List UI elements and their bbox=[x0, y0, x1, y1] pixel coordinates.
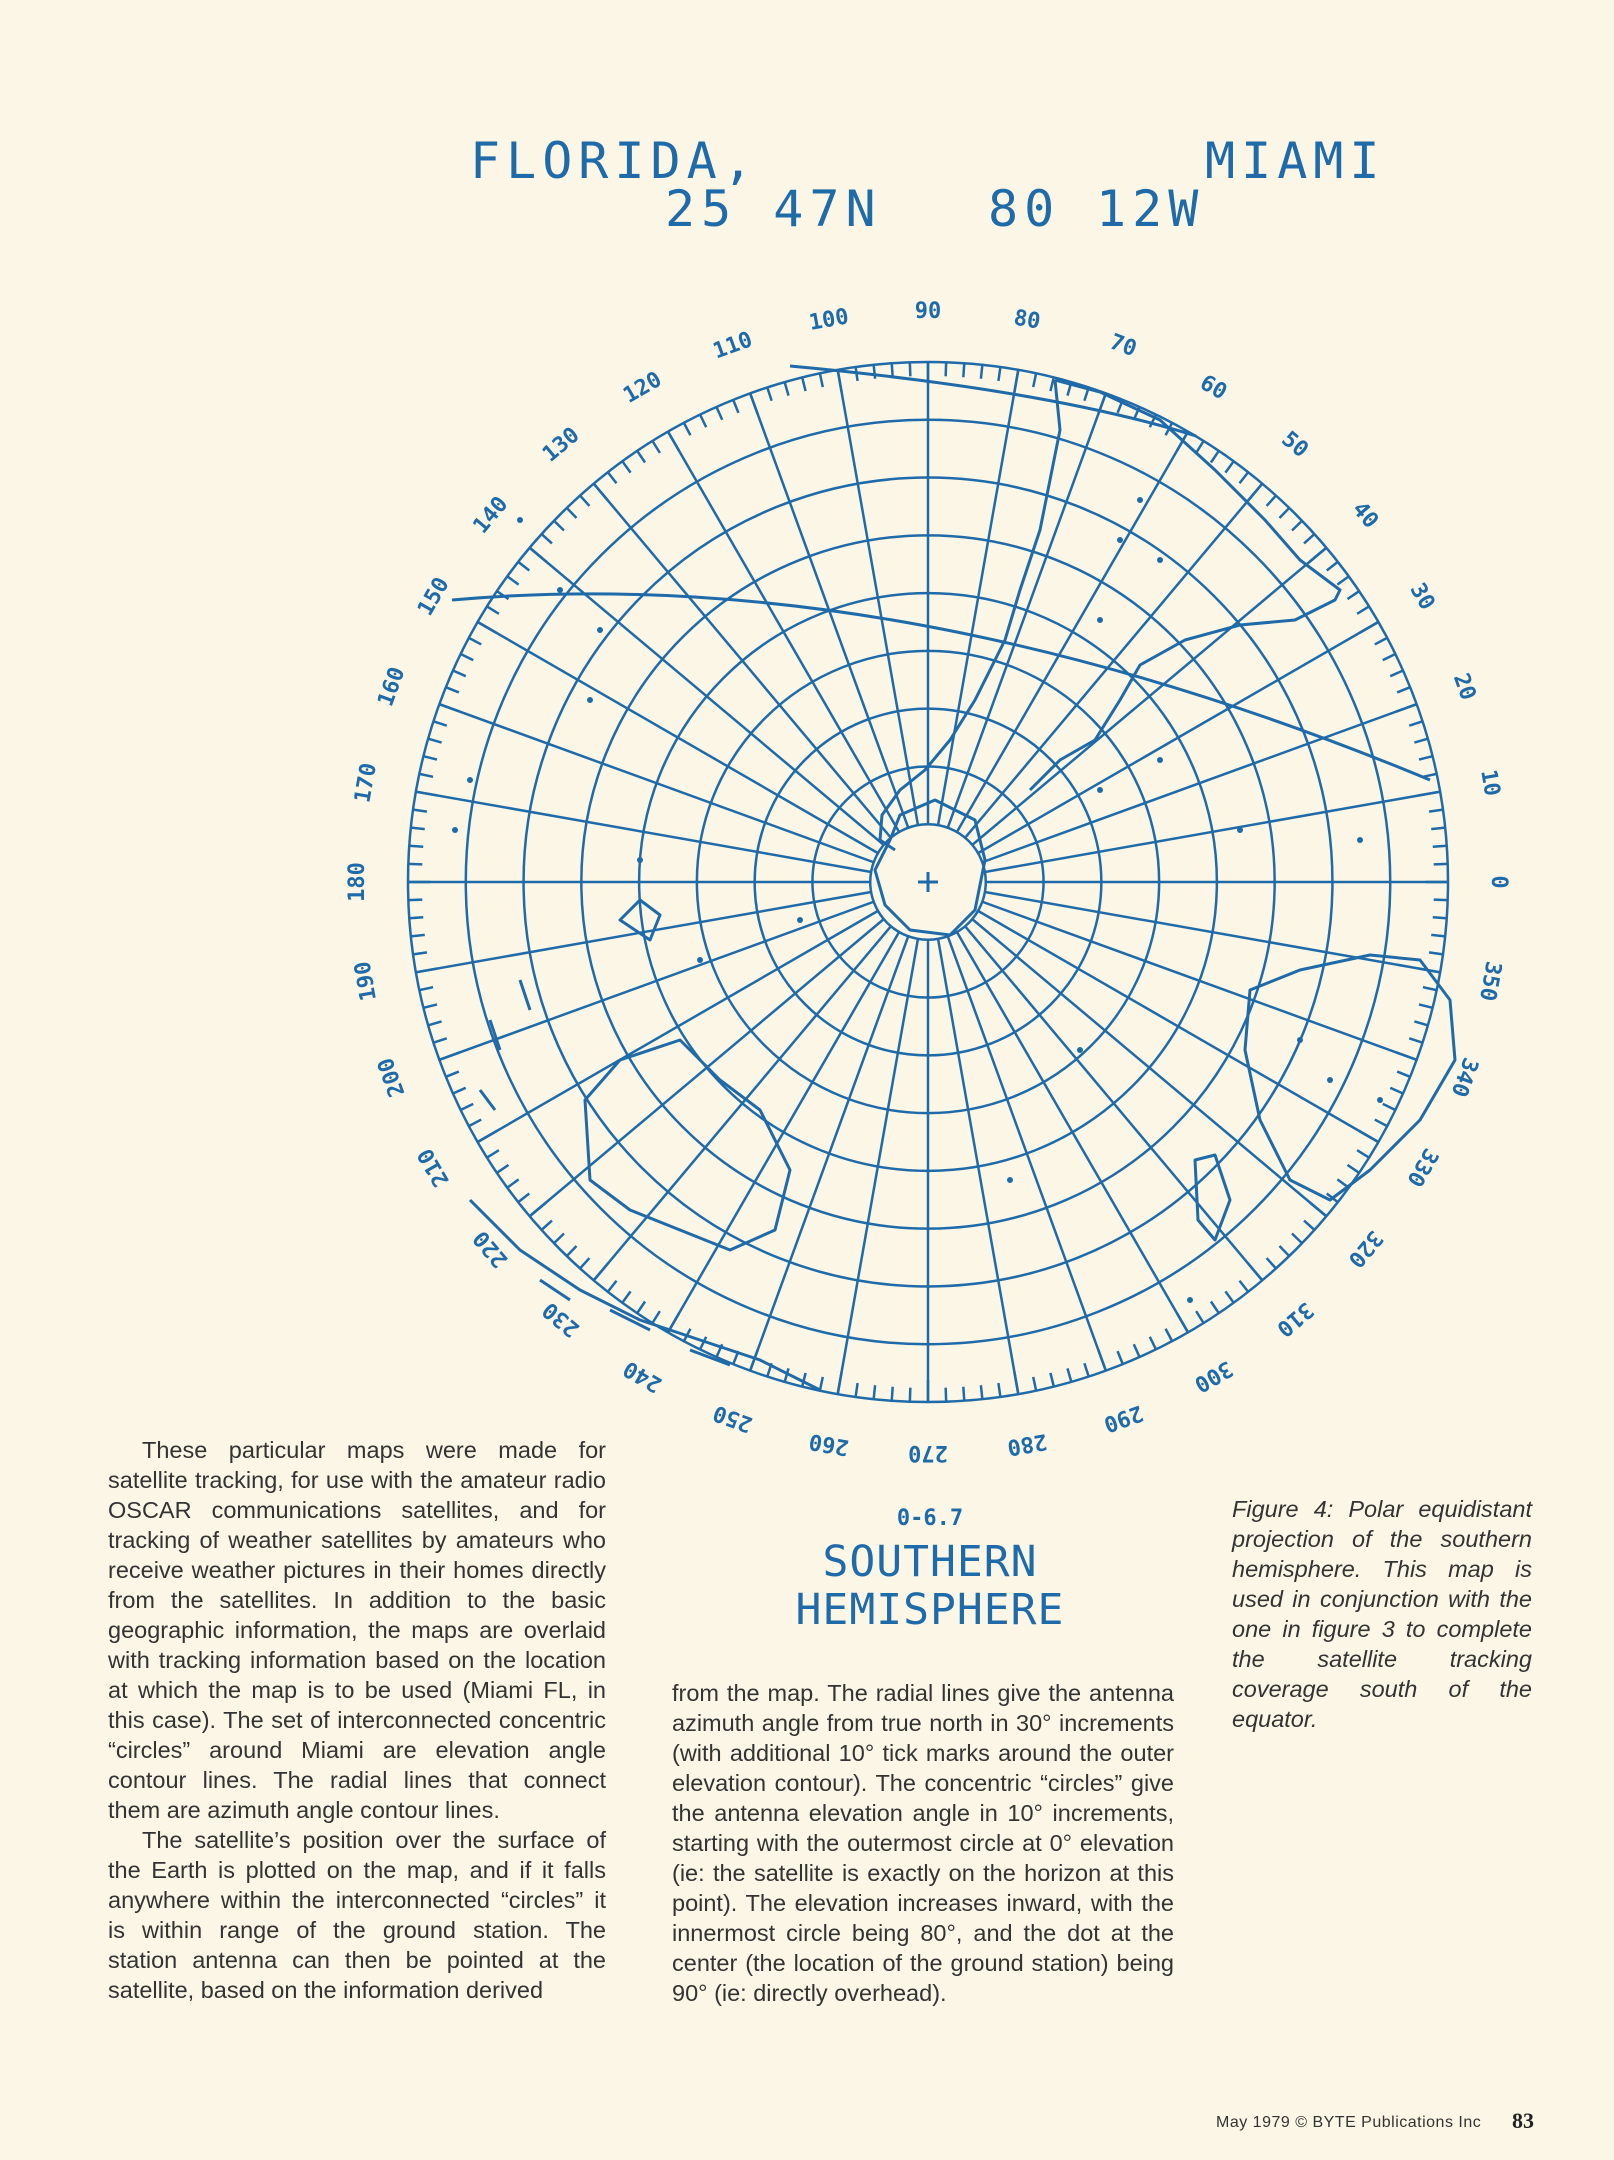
island-dot bbox=[697, 957, 703, 963]
map-title-line1: SOUTHERN bbox=[822, 1537, 1038, 1587]
azimuth-label: 10 bbox=[1475, 767, 1505, 799]
azimuth-tick bbox=[530, 548, 547, 562]
azimuth-label: 160 bbox=[373, 663, 411, 710]
azimuth-tick bbox=[497, 1165, 509, 1173]
azimuth-tick bbox=[668, 1313, 679, 1332]
azimuth-tick bbox=[1267, 1258, 1276, 1268]
azimuth-tick bbox=[423, 1004, 437, 1007]
island-dot bbox=[467, 777, 473, 783]
azimuth-label: 90 bbox=[914, 299, 942, 324]
azimuth-tick bbox=[733, 400, 738, 413]
island-dot bbox=[1007, 1177, 1013, 1183]
azimuth-label: 210 bbox=[413, 1143, 455, 1191]
azimuth-tick bbox=[594, 1263, 608, 1280]
azimuth-tick bbox=[594, 484, 608, 501]
azimuth-tick bbox=[469, 638, 481, 645]
azimuth-tick bbox=[1177, 1313, 1188, 1332]
azimuth-tick bbox=[1050, 377, 1053, 391]
azimuth-tick bbox=[802, 1373, 805, 1387]
azimuth-tick bbox=[874, 365, 875, 379]
azimuth-tick bbox=[668, 432, 679, 451]
azimuth-tick bbox=[622, 461, 630, 472]
middle-column bbox=[672, 1678, 1174, 2008]
azimuth-tick bbox=[1177, 432, 1188, 451]
azimuth-tick bbox=[1383, 654, 1396, 660]
azimuth-tick bbox=[411, 828, 425, 829]
azimuth-line bbox=[957, 432, 1188, 832]
azimuth-line bbox=[838, 939, 918, 1394]
azimuth-tick bbox=[554, 521, 564, 531]
left-paragraph-2: The satellite’s position over the surface of the Earth is plotted on the map, and if it falls anywhere within the interconnected “circles” it is within range of the ground station. The station antenna can then be pointed at the satellite, based on the information derived bbox=[108, 1827, 606, 2003]
azimuth-tick bbox=[416, 792, 438, 796]
azimuth-tick bbox=[428, 739, 441, 743]
map-title-line2: HEMISPHERE bbox=[795, 1585, 1065, 1635]
azimuth-label: 340 bbox=[1445, 1054, 1483, 1101]
azimuth-line bbox=[478, 911, 878, 1142]
azimuth-tick bbox=[1267, 496, 1276, 506]
azimuth-tick bbox=[1396, 1052, 1417, 1060]
island-dot bbox=[1357, 837, 1363, 843]
azimuth-tick bbox=[716, 407, 722, 420]
azimuth-tick bbox=[518, 1194, 529, 1203]
azimuth-tick bbox=[1309, 1202, 1326, 1216]
azimuth-tick bbox=[567, 508, 577, 518]
island-dot bbox=[1097, 617, 1103, 623]
azimuth-tick bbox=[892, 363, 893, 377]
azimuth-tick bbox=[1309, 548, 1326, 562]
azimuth-tick bbox=[428, 1021, 441, 1025]
azimuth-tick bbox=[411, 935, 425, 936]
azimuth-tick bbox=[1166, 1329, 1173, 1341]
azimuth-tick bbox=[1240, 1281, 1249, 1292]
island-dot bbox=[1157, 757, 1163, 763]
azimuth-tick bbox=[1240, 472, 1249, 483]
header-latitude: 25 47N bbox=[665, 180, 882, 238]
azimuth-tick bbox=[469, 1120, 481, 1127]
azimuth-label: 280 bbox=[1005, 1428, 1049, 1460]
azimuth-tick bbox=[1419, 756, 1433, 759]
azimuth-tick bbox=[1347, 591, 1359, 599]
island-dot bbox=[1077, 1047, 1083, 1053]
azimuth-tick bbox=[1419, 1004, 1433, 1007]
azimuth-tick bbox=[461, 1104, 474, 1110]
azimuth-tick bbox=[1248, 1263, 1262, 1280]
azimuth-tick bbox=[981, 1385, 982, 1399]
azimuth-tick bbox=[1383, 1104, 1396, 1110]
azimuth-tick bbox=[622, 1291, 630, 1302]
island-dot bbox=[1327, 1077, 1333, 1083]
azimuth-tick bbox=[608, 1281, 617, 1292]
azimuth-tick bbox=[1304, 1221, 1314, 1230]
footer-credit: May 1979 © BYTE Publications Inc bbox=[1216, 2114, 1482, 2131]
island-dot bbox=[1377, 1097, 1383, 1103]
azimuth-label: 260 bbox=[807, 1428, 851, 1460]
azimuth-label: 20 bbox=[1447, 670, 1481, 704]
azimuth-tick bbox=[1033, 1377, 1036, 1391]
azimuth-tick bbox=[1134, 1344, 1140, 1357]
azimuth-tick bbox=[1431, 828, 1445, 829]
azimuth-tick bbox=[1033, 373, 1036, 387]
azimuth-tick bbox=[1279, 508, 1289, 518]
header-longitude-deg: 80 bbox=[988, 180, 1061, 238]
azimuth-tick bbox=[1414, 739, 1427, 743]
azimuth-tick bbox=[700, 415, 706, 428]
azimuth-tick bbox=[1359, 1131, 1378, 1142]
azimuth-label: 170 bbox=[350, 761, 382, 805]
azimuth-tick bbox=[820, 1377, 823, 1391]
azimuth-tick bbox=[1429, 952, 1443, 954]
left-column bbox=[108, 1435, 606, 2005]
azimuth-tick bbox=[1225, 461, 1233, 472]
azimuth-tick bbox=[1211, 1301, 1219, 1313]
azimuth-tick bbox=[1433, 917, 1447, 918]
map-title bbox=[780, 1538, 1080, 1634]
azimuth-tick bbox=[1014, 1372, 1018, 1394]
azimuth-tick bbox=[567, 1246, 577, 1256]
azimuth-tick bbox=[507, 576, 518, 584]
azimuth-tick bbox=[874, 1385, 875, 1399]
azimuth-tick bbox=[1279, 1246, 1289, 1256]
island-dot bbox=[557, 587, 563, 593]
azimuth-tick bbox=[439, 704, 460, 712]
azimuth-tick bbox=[423, 756, 437, 759]
azimuth-line bbox=[416, 792, 871, 872]
azimuth-label: 270 bbox=[908, 1440, 948, 1465]
island-dot bbox=[517, 517, 523, 523]
azimuth-tick bbox=[446, 687, 459, 692]
azimuth-line bbox=[668, 432, 899, 832]
azimuth-tick bbox=[518, 562, 529, 571]
azimuth-label: 220 bbox=[468, 1225, 514, 1272]
azimuth-tick bbox=[1414, 1021, 1427, 1025]
azimuth-tick bbox=[963, 1387, 964, 1401]
azimuth-tick bbox=[1050, 1373, 1053, 1387]
azimuth-label: 320 bbox=[1342, 1225, 1388, 1272]
azimuth-tick bbox=[767, 387, 771, 400]
azimuth-tick bbox=[580, 1258, 589, 1268]
azimuth-tick bbox=[1292, 1233, 1302, 1243]
azimuth-tick bbox=[1337, 576, 1348, 584]
continent-outlines bbox=[452, 366, 1455, 1390]
azimuth-label: 180 bbox=[345, 862, 370, 902]
header-longitude-min: 12W bbox=[1096, 180, 1205, 238]
azimuth-tick bbox=[1397, 687, 1410, 692]
azimuth-tick bbox=[542, 1221, 552, 1230]
island-dot bbox=[1237, 827, 1243, 833]
azimuth-label: 230 bbox=[538, 1296, 585, 1342]
azimuth-tick bbox=[750, 393, 758, 414]
azimuth-tick bbox=[507, 1179, 518, 1187]
azimuth-tick bbox=[478, 622, 497, 633]
azimuth-label: 330 bbox=[1401, 1143, 1443, 1191]
azimuth-tick bbox=[439, 1052, 460, 1060]
island-dot bbox=[1137, 497, 1143, 503]
azimuth-tick bbox=[637, 1301, 645, 1313]
azimuth-tick bbox=[1423, 987, 1437, 990]
azimuth-label: 60 bbox=[1195, 370, 1231, 406]
azimuth-tick bbox=[419, 774, 433, 777]
azimuth-tick bbox=[963, 363, 964, 377]
azimuth-tick bbox=[1390, 670, 1403, 676]
azimuth-tick bbox=[838, 370, 842, 392]
azimuth-tick bbox=[1431, 935, 1445, 936]
azimuth-tick bbox=[1375, 1120, 1387, 1127]
azimuth-line bbox=[978, 911, 1378, 1142]
azimuth-label: 140 bbox=[468, 492, 514, 539]
azimuth-tick bbox=[892, 1387, 893, 1401]
azimuth-tick bbox=[856, 367, 858, 381]
azimuth-label: 290 bbox=[1100, 1399, 1147, 1437]
azimuth-tick bbox=[856, 1383, 858, 1397]
middle-paragraph-1: from the map. The radial lines give the antenna azimuth angle from true north in 30° increments (with additional 10° tick marks around the outer elevation contour). The concentric “circles” give the antenna elevation angle in 10° increments, starting with the outermost circle at 0° elevation (ie: the satellite is exactly on the horizon at this point). The elevation increases inward, with the innermost circle being 80°, and the dot at the center (the location of the ground station) being 90° (ie: directly overhead). bbox=[672, 1680, 1174, 2006]
azimuth-tick bbox=[413, 810, 427, 812]
azimuth-label: 350 bbox=[1474, 959, 1506, 1003]
azimuth-tick bbox=[433, 721, 446, 725]
azimuth-tick bbox=[1014, 370, 1018, 392]
azimuth-tick bbox=[1098, 1350, 1106, 1371]
coastline bbox=[880, 380, 1060, 850]
center-marker bbox=[918, 872, 938, 892]
island-dot bbox=[1187, 1297, 1193, 1303]
azimuth-tick bbox=[453, 670, 466, 676]
azimuth-tick bbox=[1292, 521, 1302, 531]
azimuth-tick bbox=[1196, 441, 1203, 453]
azimuth-label: 110 bbox=[709, 327, 756, 365]
azimuth-tick bbox=[652, 441, 659, 453]
azimuth-label: 70 bbox=[1106, 329, 1140, 363]
page-number: 83 bbox=[1512, 2108, 1534, 2133]
azimuth-tick bbox=[802, 377, 805, 391]
azimuth-tick bbox=[1118, 1351, 1123, 1364]
azimuth-tick bbox=[1359, 622, 1378, 633]
azimuth-label: 190 bbox=[350, 959, 382, 1003]
azimuth-tick bbox=[461, 654, 474, 660]
azimuth-tick bbox=[416, 968, 438, 972]
azimuth-tick bbox=[409, 917, 423, 918]
azimuth-tick bbox=[1433, 846, 1447, 847]
azimuth-label: 40 bbox=[1346, 497, 1384, 534]
azimuth-tick bbox=[1196, 1311, 1203, 1323]
island-dot bbox=[797, 917, 803, 923]
azimuth-tick bbox=[446, 1072, 459, 1077]
azimuth-line bbox=[478, 622, 878, 853]
azimuth-tick bbox=[487, 1150, 499, 1157]
azimuth-tick bbox=[453, 1088, 466, 1094]
azimuth-label: 200 bbox=[373, 1054, 411, 1101]
azimuth-tick bbox=[637, 451, 645, 463]
azimuth-tick bbox=[652, 1311, 659, 1323]
azimuth-tick bbox=[785, 382, 789, 395]
azimuth-tick bbox=[554, 1233, 564, 1243]
azimuth-tick bbox=[1347, 1165, 1359, 1173]
azimuth-tick bbox=[1150, 1337, 1156, 1350]
azimuth-label: 310 bbox=[1271, 1296, 1318, 1342]
azimuth-tick bbox=[433, 1038, 446, 1042]
azimuth-tick bbox=[419, 987, 433, 990]
azimuth-tick bbox=[1327, 562, 1338, 571]
azimuth-tick bbox=[1409, 721, 1422, 725]
azimuth-tick bbox=[542, 534, 552, 543]
azimuth-label: 120 bbox=[619, 367, 667, 409]
island-dot bbox=[1157, 557, 1163, 563]
azimuth-tick bbox=[1375, 638, 1387, 645]
azimuth-label: 30 bbox=[1404, 579, 1440, 615]
azimuth-label: 80 bbox=[1011, 305, 1043, 335]
azimuth-label: 300 bbox=[1189, 1355, 1237, 1397]
azimuth-tick bbox=[820, 373, 823, 387]
azimuth-tick bbox=[1337, 1179, 1348, 1187]
azimuth-tick bbox=[1418, 792, 1440, 796]
island-dot bbox=[637, 857, 643, 863]
azimuth-tick bbox=[413, 952, 427, 954]
figure-caption: Figure 4: Polar equidistant projection of the southern hemisphere. This map is used in conjunction with the one in figure 3 to complete the satellite tracking coverage south of the equator. bbox=[1232, 1496, 1532, 1732]
azimuth-tick bbox=[1390, 1088, 1403, 1094]
azimuth-tick bbox=[478, 1131, 497, 1142]
azimuth-tick bbox=[1357, 606, 1369, 613]
island-dot bbox=[452, 827, 458, 833]
azimuth-line bbox=[985, 892, 1440, 972]
azimuth-tick bbox=[1304, 534, 1314, 543]
azimuth-label: 240 bbox=[619, 1355, 667, 1397]
azimuth-line bbox=[957, 932, 1188, 1332]
azimuth-label: 130 bbox=[538, 422, 585, 468]
azimuth-line bbox=[938, 370, 1018, 825]
azimuth-tick bbox=[409, 846, 423, 847]
azimuth-label: 250 bbox=[709, 1399, 756, 1437]
azimuth-tick bbox=[1409, 1038, 1422, 1042]
azimuth-tick bbox=[1396, 704, 1417, 712]
azimuth-line bbox=[668, 932, 899, 1332]
azimuth-tick bbox=[1067, 1368, 1071, 1381]
coastline bbox=[480, 980, 530, 1110]
azimuth-line bbox=[838, 370, 918, 825]
header-state: FLORIDA, bbox=[470, 132, 759, 190]
azimuth-label: 100 bbox=[807, 304, 851, 336]
azimuth-tick bbox=[998, 1383, 1000, 1397]
azimuth-line bbox=[985, 792, 1440, 872]
header-city: MIAMI bbox=[1205, 132, 1386, 190]
azimuth-tick bbox=[1357, 1150, 1369, 1157]
azimuth-tick bbox=[1423, 774, 1437, 777]
azimuth-tick bbox=[487, 606, 499, 613]
azimuth-tick bbox=[998, 367, 1000, 381]
azimuth-tick bbox=[1211, 451, 1219, 463]
island-dot bbox=[1297, 1037, 1303, 1043]
island-dot bbox=[1097, 787, 1103, 793]
map-code: 0-6.7 bbox=[896, 1506, 964, 1531]
azimuth-label: 0 bbox=[1486, 875, 1511, 889]
azimuth-tick bbox=[530, 1202, 547, 1216]
island-dot bbox=[597, 627, 603, 633]
azimuth-tick bbox=[838, 1372, 842, 1394]
azimuth-tick bbox=[684, 423, 691, 435]
island-dot bbox=[1117, 537, 1123, 543]
azimuth-tick bbox=[981, 365, 982, 379]
azimuth-tick bbox=[608, 472, 617, 483]
azimuth-tick bbox=[1084, 1363, 1088, 1376]
coastline bbox=[470, 1200, 820, 1390]
azimuth-label: 150 bbox=[413, 573, 455, 621]
azimuth-tick bbox=[580, 496, 589, 506]
azimuth-line bbox=[938, 939, 1018, 1394]
azimuth-label: 50 bbox=[1276, 426, 1313, 464]
island-dot bbox=[587, 697, 593, 703]
azimuth-tick bbox=[1397, 1072, 1410, 1077]
azimuth-tick bbox=[1429, 810, 1443, 812]
azimuth-tick bbox=[1225, 1291, 1233, 1302]
azimuth-tick bbox=[1248, 484, 1262, 501]
left-paragraph-1: These particular maps were made for satellite tracking, for use with the amateur radio OSCAR communications satellites, and for tracking of weather satellites by amateurs who receive weather pictures in their homes directly from the satellites. In addition to the basic geographic information, the maps are overlaid with tracking information based on the location at which the map is to be used (Miami FL, in this case). The set of interconnected concentric “circles” around Miami are elevation angle contour lines. The radial lines that connect them are azimuth angle contour lines. bbox=[108, 1437, 606, 1823]
